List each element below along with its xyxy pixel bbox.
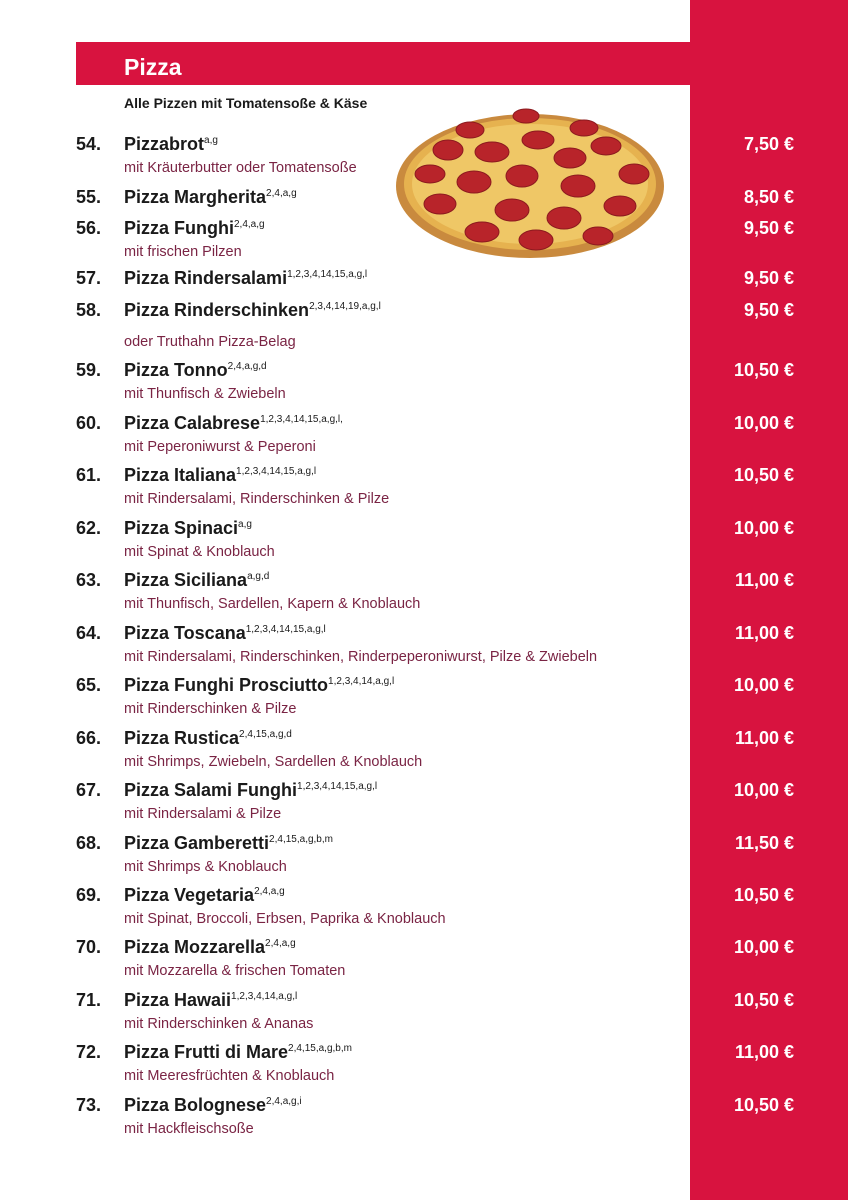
item-name: Pizza Gamberetti	[124, 833, 270, 853]
section-title: Pizza	[124, 54, 182, 80]
item-name-line	[124, 989, 297, 1011]
menu-item	[0, 936, 848, 986]
item-name: Pizza Bolognese	[124, 1095, 267, 1115]
item-name: Pizza Rinderschinken	[124, 300, 310, 320]
item-description: mit frischen Pilzen	[124, 244, 242, 260]
item-allergens: 1,2,3,4,14,15,a,g,l	[287, 269, 368, 280]
item-allergens: 2,4,a,g	[266, 188, 297, 199]
item-name-line	[124, 727, 292, 749]
item-name-line	[124, 267, 367, 289]
menu-item	[0, 217, 848, 267]
menu-item	[0, 884, 848, 934]
item-description: mit Kräuterbutter oder Tomatensoße	[124, 160, 357, 176]
item-name-line	[124, 133, 218, 155]
item-name-line	[124, 569, 269, 591]
item-number: 58.	[76, 300, 102, 320]
item-price: 7,50 €	[743, 134, 794, 154]
item-allergens: 1,2,3,4,14,a,g,l	[328, 676, 395, 687]
item-price: 11,00 €	[734, 728, 794, 748]
item-price: 10,00 €	[733, 780, 794, 800]
item-name: Pizza Rustica	[124, 728, 240, 748]
item-allergens: 2,4,15,a,g,d	[239, 729, 292, 740]
menu-item	[0, 832, 848, 882]
item-name-line	[124, 186, 297, 208]
item-allergens: 2,3,4,14,19,a,g,l	[309, 301, 381, 312]
item-price: 11,00 €	[734, 623, 794, 643]
menu-item	[0, 464, 848, 514]
item-price: 10,00 €	[733, 518, 794, 538]
menu-item	[0, 412, 848, 462]
item-name: Pizza Hawaii	[124, 990, 232, 1010]
item-name: Pizza Salami Funghi	[124, 780, 298, 800]
item-number: 68.	[76, 833, 102, 853]
menu-item	[0, 1041, 848, 1091]
item-name-line	[124, 1094, 302, 1116]
item-description: mit Rindersalami, Rinderschinken, Rinderpeperoniwurst, Pilze & Zwiebeln	[124, 649, 598, 665]
item-number: 61.	[76, 465, 102, 485]
item-name-line	[124, 217, 265, 239]
item-name: Pizza Frutti di Mare	[124, 1042, 289, 1062]
item-allergens: 2,4,a,g,d	[227, 361, 267, 372]
menu-item	[0, 622, 848, 672]
item-allergens: 2,4,a,g,i	[266, 1096, 302, 1107]
item-name: Pizza Siciliana	[124, 570, 248, 590]
item-name: Pizzabrot	[124, 134, 205, 154]
item-allergens: 1,2,3,4,14,15,a,g,l	[236, 466, 317, 477]
item-name-line	[124, 936, 296, 958]
item-number: 57.	[76, 268, 102, 288]
item-number: 67.	[76, 780, 102, 800]
item-name-line	[124, 884, 285, 906]
item-number: 66.	[76, 728, 102, 748]
item-name: Pizza Spinaci	[124, 518, 239, 538]
menu-item	[0, 727, 848, 777]
item-description: mit Rinderschinken & Ananas	[124, 1016, 314, 1032]
item-price: 10,50 €	[733, 885, 794, 905]
item-name: Pizza Rindersalami	[124, 268, 288, 288]
item-description: mit Thunfisch, Sardellen, Kapern & Knoblauch	[124, 596, 421, 612]
item-description: mit Spinat, Broccoli, Erbsen, Paprika & Knoblauch	[124, 911, 446, 927]
item-number: 60.	[76, 413, 102, 433]
item-price: 9,50 €	[743, 268, 794, 288]
menu-item	[0, 779, 848, 829]
item-price: 10,50 €	[733, 1095, 794, 1115]
item-description: mit Shrimps & Knoblauch	[124, 859, 287, 875]
item-allergens: 1,2,3,4,14,15,a,g,l,	[260, 414, 343, 425]
item-number: 73.	[76, 1095, 102, 1115]
item-name-line	[124, 622, 326, 644]
item-number: 71.	[76, 990, 102, 1010]
item-allergens: 2,4,15,a,g,b,m	[288, 1043, 352, 1054]
item-description: mit Rindersalami & Pilze	[124, 806, 282, 822]
item-description: mit Hackfleischsoße	[124, 1121, 254, 1137]
item-number: 63.	[76, 570, 102, 590]
item-number: 56.	[76, 218, 102, 238]
item-number: 69.	[76, 885, 102, 905]
item-description: mit Rinderschinken & Pilze	[124, 701, 297, 717]
item-name-line	[124, 1041, 352, 1063]
item-allergens: 2,4,a,g	[234, 219, 265, 230]
menu-item	[0, 989, 848, 1039]
item-description: mit Meeresfrüchten & Knoblauch	[124, 1068, 335, 1084]
item-name-line	[124, 832, 333, 854]
item-price: 11,50 €	[734, 833, 794, 853]
item-description: oder Truthahn Pizza-Belag	[124, 334, 296, 350]
item-price: 10,00 €	[733, 937, 794, 957]
item-allergens: 1,2,3,4,14,15,a,g,l	[297, 781, 378, 792]
item-name: Pizza Mozzarella	[124, 937, 266, 957]
item-name-line	[124, 299, 381, 321]
item-price: 8,50 €	[743, 187, 794, 207]
item-name: Pizza Toscana	[124, 623, 246, 643]
item-price: 10,00 €	[733, 675, 794, 695]
section-subtitle: Alle Pizzen mit Tomatensoße & Käse	[124, 95, 368, 111]
item-name-line	[124, 464, 316, 486]
menu-item	[0, 517, 848, 567]
item-allergens: 1,2,3,4,14,a,g,l	[231, 991, 298, 1002]
menu-item	[0, 133, 848, 183]
item-number: 54.	[76, 134, 102, 154]
item-name: Pizza Vegetaria	[124, 885, 255, 905]
item-name: Pizza Calabrese	[124, 413, 261, 433]
item-name: Pizza Funghi Prosciutto	[124, 675, 329, 695]
item-number: 70.	[76, 937, 102, 957]
item-number: 65.	[76, 675, 102, 695]
item-description: mit Mozzarella & frischen Tomaten	[124, 963, 346, 979]
item-name: Pizza Tonno	[124, 360, 228, 380]
item-name-line	[124, 359, 267, 381]
item-name-line	[124, 779, 377, 801]
item-name: Pizza Italiana	[124, 465, 237, 485]
item-name-line	[124, 517, 252, 539]
item-price: 10,00 €	[733, 413, 794, 433]
item-allergens: 1,2,3,4,14,15,a,g,l	[245, 624, 326, 635]
item-allergens: 2,4,a,g	[254, 886, 285, 897]
item-number: 62.	[76, 518, 102, 538]
item-name: Pizza Funghi	[124, 218, 234, 238]
menu-item	[0, 1094, 848, 1144]
item-name: Pizza Margherita	[124, 187, 267, 207]
item-allergens: a,g	[204, 135, 218, 146]
item-price: 9,50 €	[743, 218, 794, 238]
menu-item	[0, 359, 848, 409]
item-allergens: 2,4,a,g	[265, 938, 296, 949]
menu-item	[0, 674, 848, 724]
item-description: mit Shrimps, Zwiebeln, Sardellen & Knoblauch	[124, 754, 423, 770]
item-price: 10,50 €	[733, 990, 794, 1010]
item-number: 55.	[76, 187, 102, 207]
item-allergens: a,g	[238, 519, 252, 530]
menu-item	[0, 569, 848, 619]
item-number: 72.	[76, 1042, 102, 1062]
item-price: 9,50 €	[743, 300, 794, 320]
item-description: mit Peperoniwurst & Peperoni	[124, 439, 316, 455]
item-description: mit Spinat & Knoblauch	[124, 544, 275, 560]
item-price: 11,00 €	[734, 1042, 794, 1062]
item-number: 59.	[76, 360, 102, 380]
item-allergens: 2,4,15,a,g,b,m	[269, 834, 333, 845]
item-price: 11,00 €	[734, 570, 794, 590]
item-name-line	[124, 674, 394, 696]
item-description: mit Rindersalami, Rinderschinken & Pilze	[124, 491, 390, 507]
item-price: 10,50 €	[733, 465, 794, 485]
item-description: mit Thunfisch & Zwiebeln	[124, 386, 286, 402]
item-price: 10,50 €	[733, 360, 794, 380]
item-allergens: a,g,d	[247, 571, 270, 582]
item-number: 64.	[76, 623, 102, 643]
item-name-line	[124, 412, 343, 434]
menu-item	[0, 299, 848, 349]
